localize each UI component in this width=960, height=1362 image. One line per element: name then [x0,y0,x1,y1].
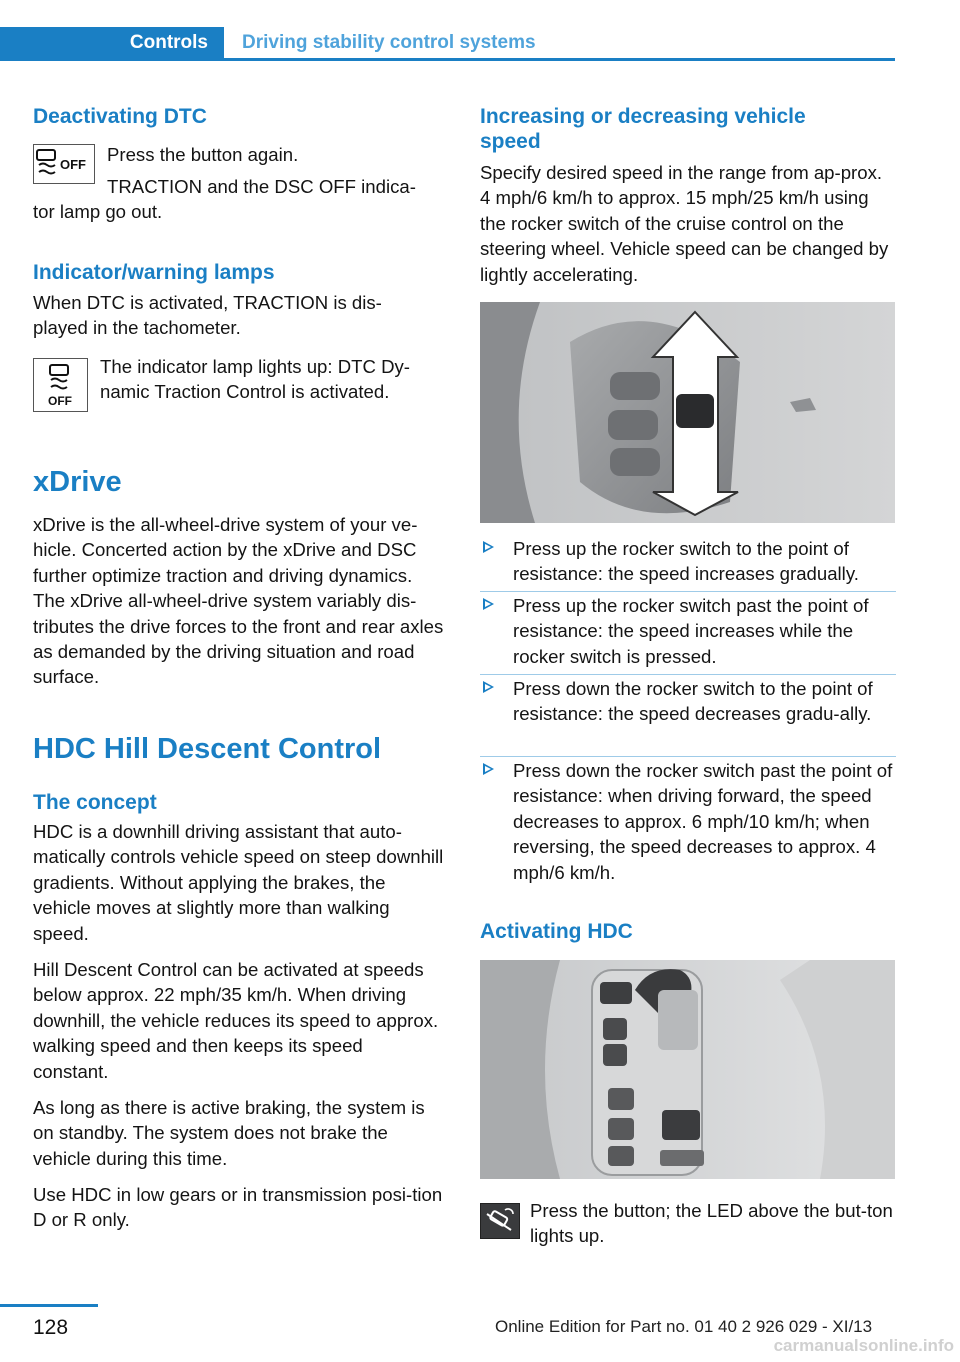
deactivating-dtc-heading: Deactivating DTC [33,105,207,128]
list-item: Press down the rocker switch past the point of resistance: when driving forward, the speed decreases to approx. 6 mph/10 km/h; when reversing, the speed decreases to approx. 4 mph/6 km/h. [480,758,896,885]
divider [480,756,896,757]
activating-hdc-heading: Activating HDC [480,920,633,943]
indicator-paragraph: When DTC is activated, TRACTION is dis-played in the tachometer. [33,292,382,339]
indicator-lamps-heading: Indicator/warning lamps [33,261,275,284]
chapter-title: Driving stability control systems [242,32,536,53]
concept-heading: The concept [33,791,157,814]
concept-paragraph-1: HDC is a downhill driving assistant that auto-matically controls vehicle speed on steep downhill gradients. Without applying the brakes, the vehicle moves at slightly more than walking speed. [33,821,444,944]
section-tab: Controls [0,27,224,58]
speed-paragraph: Specify desired speed in the range from ap-prox. 4 mph/6 km/h to approx. 15 mph/25 km/h using the rocker switch of the cruise control on the steering wheel. Vehicle speed can be changed by lightly accelerating. [480,162,889,285]
center-console-hdc-button-image [480,960,895,1179]
steering-wheel-rocker-switch-image [480,302,895,523]
svg-text:OFF: OFF [60,157,86,172]
concept-paragraph-3: As long as there is active braking, the system is on standby. The system does not brake the vehicle during this time. [33,1097,425,1169]
divider [480,591,896,592]
bullet-arrow-icon [483,541,494,553]
divider [480,674,896,675]
hdc-heading: HDC Hill Descent Control [33,733,382,765]
list-item: Press up the rocker switch to the point of resistance: the speed increases gradually. [480,536,896,587]
bullet-arrow-icon [483,681,494,693]
list-item: Press up the rocker switch past the point of resistance: the speed increases while the rocker switch is pressed. [480,593,896,669]
watermark: carmanualsonline.info [773,1336,954,1355]
concept-paragraph-4: Use HDC in low gears or in transmission posi-tion D or R only. [33,1184,443,1231]
activating-hdc-text: Press the button; the LED above the but-ton lights up. [530,1200,893,1247]
svg-text:OFF: OFF [48,394,72,408]
concept-paragraph-2: Hill Descent Control can be activated at speeds below approx. 22 mph/35 km/h. When driving downhill, the vehicle reduces its speed to approx. walking speed and then keeps its speed constant. [33,959,439,1082]
page-number: 128 [33,1316,69,1339]
dsc-off-icon [33,144,95,184]
xdrive-paragraph: xDrive is the all-wheel-drive system of your ve-hicle. Concerted action by the xDrive and DSC further optimize traction and driving dynamics. The xDrive all-wheel-drive system variably dis-tributes the drive forces to the front and rear axles as demanded by the driving situation and road surface. [33,514,444,688]
bullet-arrow-icon [483,763,494,775]
deactivate-result-1: TRACTION and the DSC OFF indica- [107,176,416,197]
hdc-button-icon [480,1203,520,1239]
dtc-indicator-icon [33,358,88,412]
deactivate-result-2: tor lamp go out. [33,201,163,222]
bullet-arrow-icon [483,598,494,610]
speed-heading: Increasing or decreasing vehicle speed [480,105,806,153]
list-item: Press down the rocker switch to the point of resistance: the speed decreases gradu-ally. [480,676,896,727]
deactivate-instruction: Press the button again. [107,144,299,165]
indicator-lamp-text: The indicator lamp lights up: DTC Dy-namic Traction Control is activated. [100,356,411,403]
edition-footer: Online Edition for Part no. 01 40 2 926 029 - XI/13 [495,1317,873,1336]
page-number-rule [0,1304,98,1307]
xdrive-heading: xDrive [33,466,122,498]
page-header [0,27,895,61]
